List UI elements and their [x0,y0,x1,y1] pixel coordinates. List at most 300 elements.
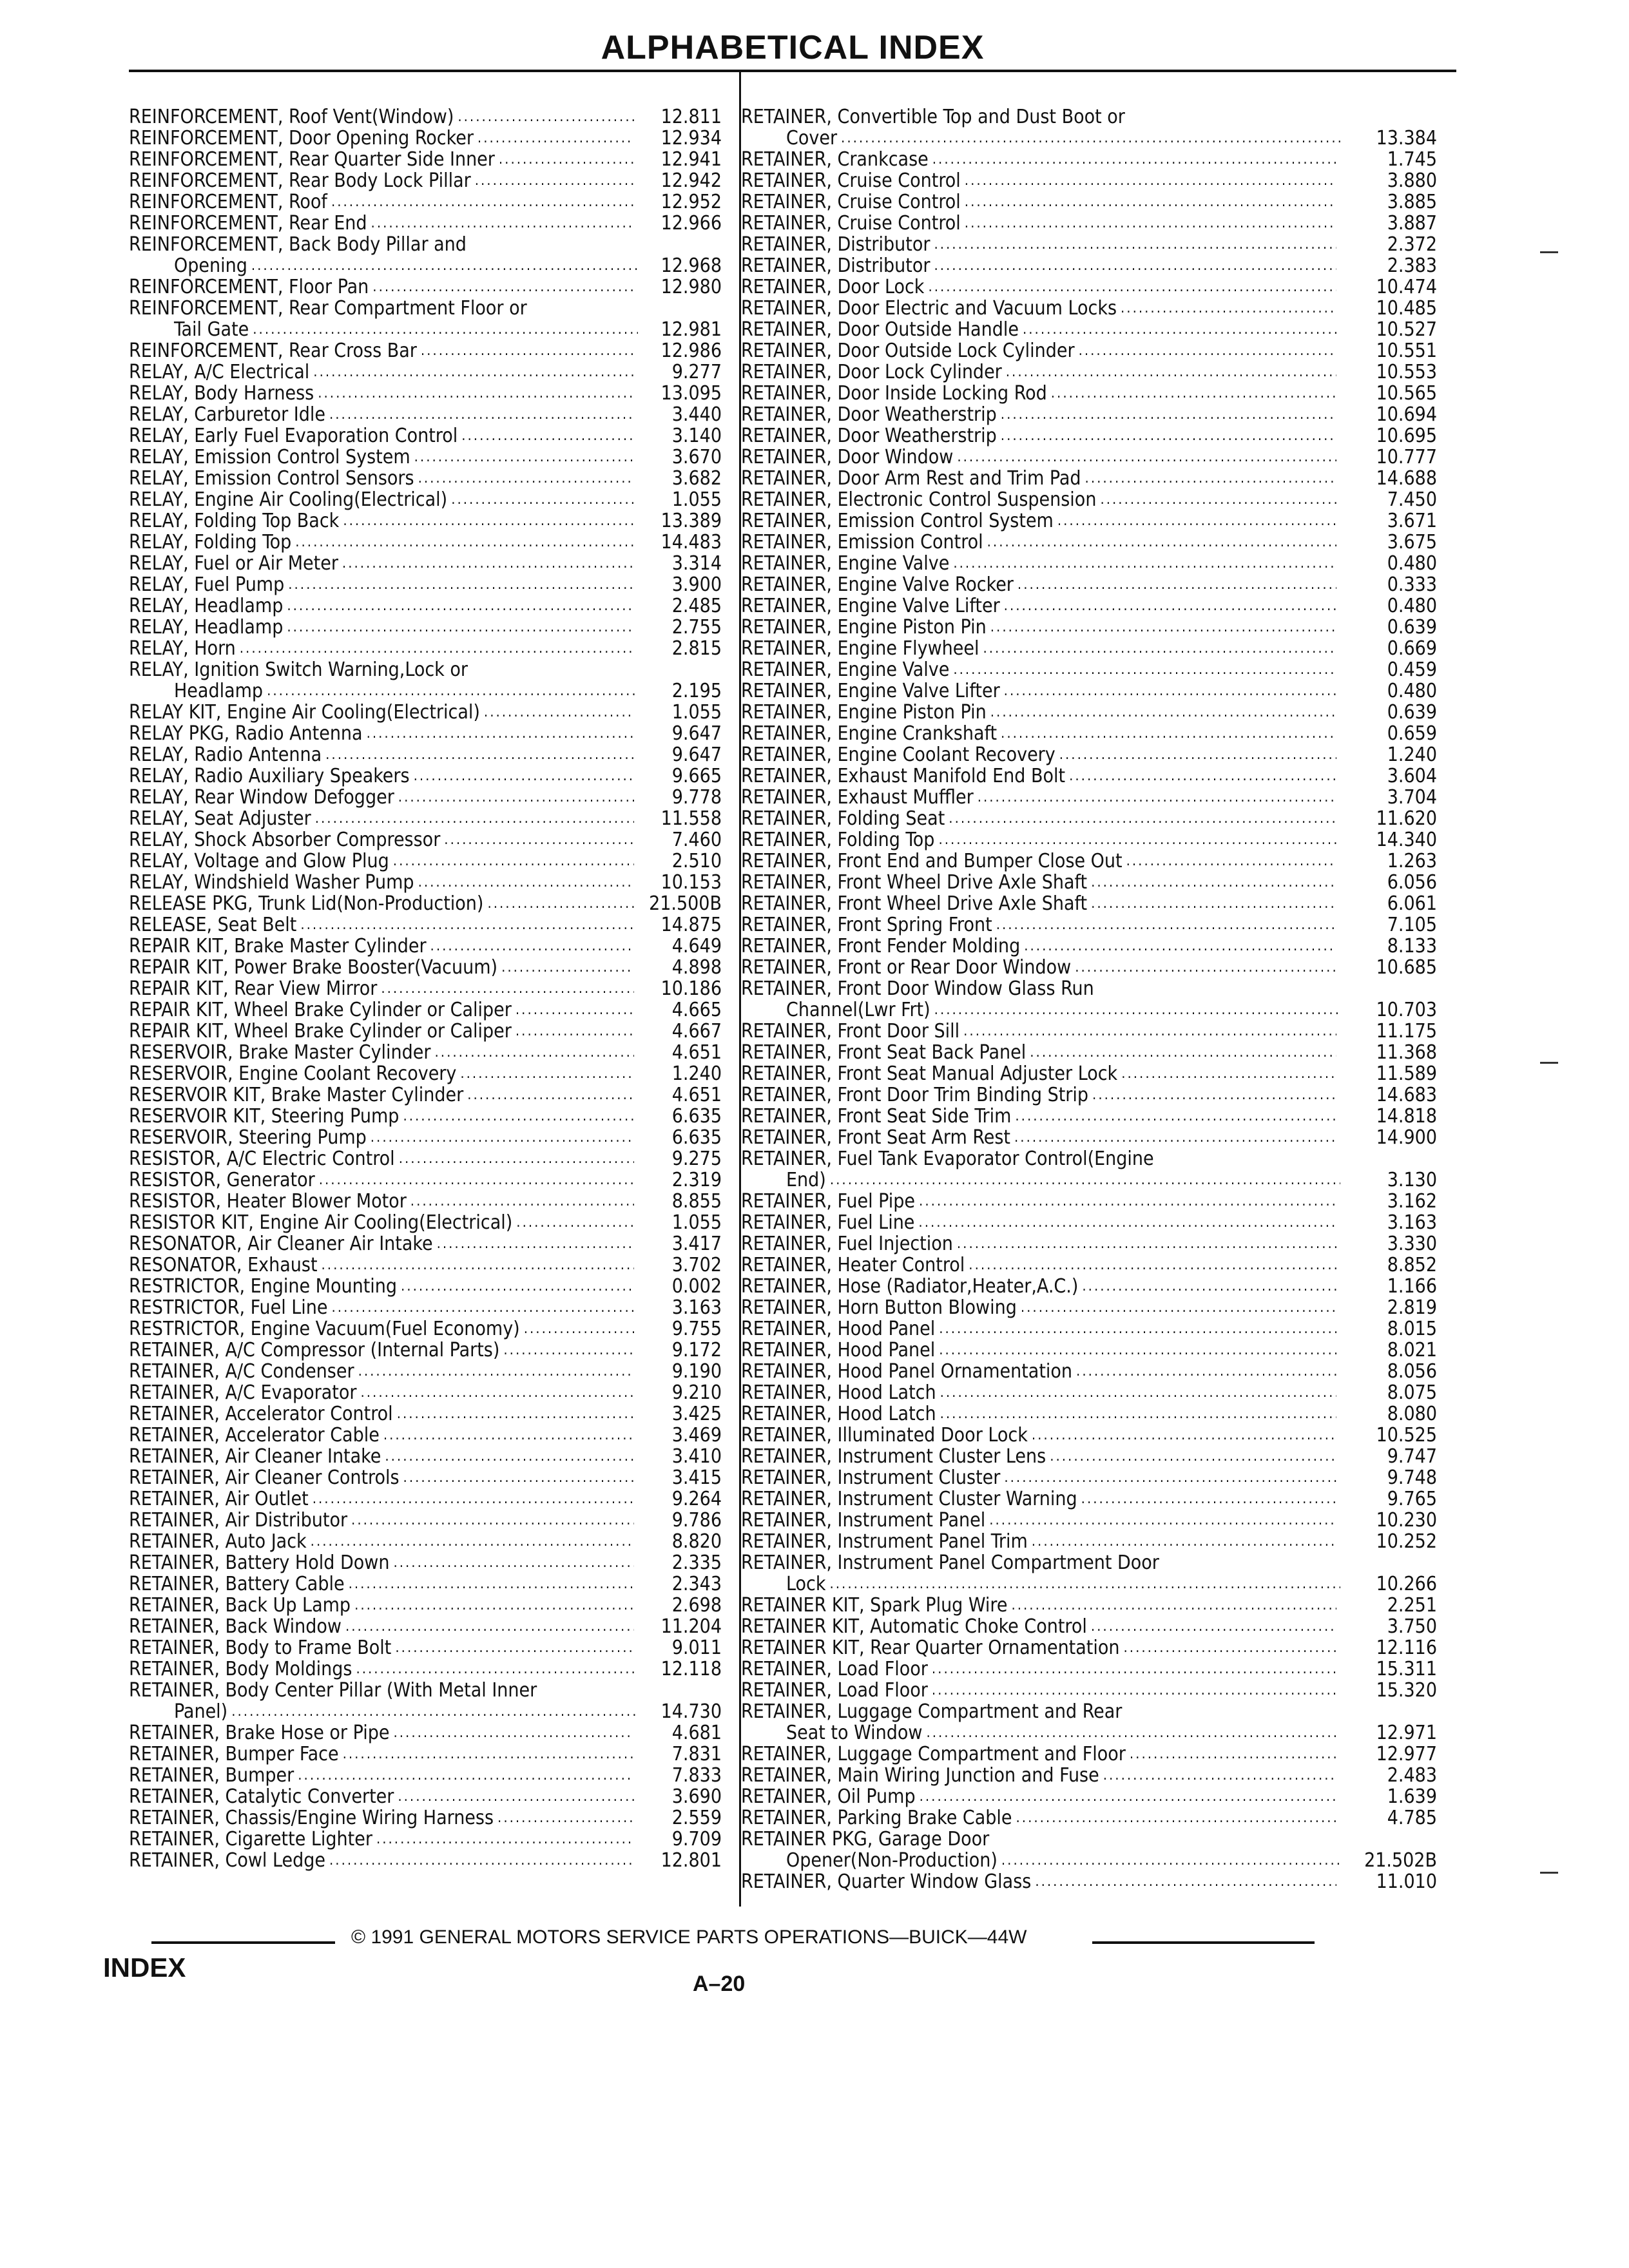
entry-description [741,170,1340,191]
dot-leader [410,1191,634,1212]
dot-leader [1001,404,1336,425]
entry-description [129,1361,638,1382]
index-entry [741,1552,1447,1595]
entry-name: RETAINER, A/C Evaporator [129,1382,357,1403]
index-entry [129,1361,728,1382]
dot-leader [435,1042,634,1063]
entry-name: RETAINER, Hood Latch [741,1382,936,1403]
dot-leader [397,1403,634,1425]
entry-name: RETAINER, Accelerator Cable [129,1425,380,1446]
dot-leader [444,829,634,850]
entry-name: RETAINER, Engine Valve [741,659,950,680]
entry-name: REINFORCEMENT, Roof [129,191,327,213]
entry-page-ref: 1.240 [1387,744,1437,766]
entry-name: RETAINER, Hood Panel Ornamentation [741,1361,1073,1382]
dot-leader [1030,1042,1336,1063]
index-entry [741,1467,1447,1488]
index-entry [129,1297,728,1318]
entry-description [129,595,638,617]
entry-description [741,1658,1340,1680]
entry-page-ref: 3.469 [671,1424,722,1446]
dot-leader [1001,1850,1340,1871]
entry-page-ref: 1.055 [671,1211,722,1234]
entry-name: RESERVOIR KIT, Brake Master Cylinder [129,1084,464,1106]
entry-name: RETAINER, Door Lock [741,276,925,298]
dot-leader [332,1297,634,1318]
index-entry [129,1467,728,1488]
entry-description [129,1382,638,1403]
entry-description [129,1807,638,1829]
dot-leader [1059,744,1336,765]
index-entry [129,978,728,999]
index-entry [741,340,1447,361]
entry-page-ref: 9.647 [671,744,722,766]
entry-page-ref: 4.785 [1387,1807,1437,1829]
index-entry [129,361,728,383]
entry-page-ref: 10.685 [1376,956,1437,979]
entry-name: REPAIR KIT, Brake Master Cylinder [129,936,427,957]
entry-description [129,1233,638,1254]
entry-name: RETAINER, Load Floor [741,1680,928,1701]
dot-leader [371,213,634,234]
entry-page-ref: 4.649 [671,935,722,957]
dot-leader [1076,1361,1336,1382]
entry-name-continuation: Seat to Window [786,1722,923,1744]
entry-name: RETAINER, Front Wheel Drive Axle Shaft [741,893,1088,914]
entry-page-ref: 0.480 [1387,595,1437,617]
entry-name: RETAINER, Instrument Panel Compartment Door [741,1552,1159,1574]
entry-page-ref: 8.852 [1387,1254,1437,1276]
entry-page-ref: 8.133 [1387,935,1437,957]
entry-page-ref: 0.669 [1387,637,1437,660]
entry-description [741,1510,1340,1531]
entry-name: RESISTOR, A/C Electric Control [129,1148,395,1169]
entry-page-ref: 3.880 [1387,169,1437,192]
page-number: A–20 [693,1972,746,1996]
entry-description [741,1042,1340,1063]
entry-name: RESTRICTOR, Engine Vacuum(Fuel Economy) [129,1318,520,1340]
dot-leader [383,1425,634,1446]
dot-leader [928,276,1336,298]
index-entry [129,340,728,361]
entry-page-ref: 3.417 [671,1233,722,1255]
entry-name: RELAY, Shock Absorber Compressor [129,829,441,850]
entry-name: RETAINER, Instrument Panel [741,1510,986,1531]
index-entry [129,298,728,340]
index-entry [129,1063,728,1084]
entry-name: RETAINER KIT, Rear Quarter Ornamentation [741,1637,1120,1658]
entry-name: RELAY, Carburetor Idle [129,404,325,425]
entry-page-ref: 2.383 [1387,255,1437,277]
entry-name-continuation: Opener(Non-Production) [786,1849,998,1871]
entry-name: RELAY, Fuel Pump [129,574,285,595]
entry-name: RETAINER, Horn Button Blowing [741,1297,1017,1318]
entry-name-continuation: Headlamp [174,680,264,702]
entry-description [741,808,1340,829]
index-entry [129,234,728,276]
dot-leader [1004,1467,1336,1488]
entry-page-ref: 13.389 [660,510,722,532]
entry-name: RETAINER, Door Arm Rest and Trim Pad [741,468,1081,489]
entry-page-ref: 7.831 [671,1743,722,1765]
index-entry [129,1148,728,1169]
entry-page-ref: 2.372 [1387,233,1437,256]
dot-leader [1082,1276,1336,1297]
index-entry [741,1829,1447,1871]
entry-page-ref: 9.778 [671,786,722,809]
index-entry [741,659,1447,680]
dot-leader [467,1084,634,1106]
dot-leader [516,1021,634,1042]
index-entry [129,617,728,638]
entry-page-ref: 10.186 [660,977,722,1000]
entry-page-ref: 3.690 [671,1785,722,1808]
entry-description [741,1829,1340,1871]
entry-name: RETAINER, Heater Control [741,1254,965,1276]
entry-name: RELAY, Emission Control System [129,447,410,468]
index-entry [129,1765,728,1786]
dot-leader [460,1063,634,1084]
entry-description [741,787,1340,808]
entry-page-ref: 4.665 [671,999,722,1021]
index-entry [129,957,728,978]
entry-page-ref: 15.320 [1376,1679,1437,1702]
entry-page-ref: 1.240 [671,1062,722,1085]
entry-page-ref: 7.833 [671,1764,722,1787]
index-entry [129,1169,728,1191]
entry-description [741,1382,1340,1403]
entry-page-ref: 12.116 [1376,1637,1437,1659]
index-entry [741,1446,1447,1467]
dot-leader [475,170,634,191]
dot-leader [919,1191,1336,1212]
entry-page-ref: 9.786 [671,1509,722,1532]
entry-name: RELAY, Radio Auxiliary Speakers [129,765,410,787]
entry-page-ref: 2.559 [671,1807,722,1829]
entry-description [129,659,638,702]
entry-description [129,1722,638,1744]
entry-page-ref: 0.333 [1387,573,1437,596]
index-entry [129,1744,728,1765]
dot-leader [319,1169,634,1191]
entry-page-ref: 9.172 [671,1339,722,1361]
entry-description [129,1829,638,1850]
index-entry [129,1042,728,1063]
entry-name: RELEASE PKG, Trunk Lid(Non-Production) [129,893,484,914]
entry-description [741,1488,1340,1510]
entry-description [129,276,638,298]
index-entry [741,1382,1447,1403]
dot-leader [939,1318,1336,1340]
left-column [129,106,728,1871]
entry-description [741,1744,1340,1765]
index-entry [129,1573,728,1595]
entry-description [741,1403,1340,1425]
entry-name: RESERVOIR, Engine Coolant Recovery [129,1063,457,1084]
index-entry [741,468,1447,489]
index-entry [741,404,1447,425]
entry-name: RETAINER, Front Seat Arm Rest [741,1127,1010,1148]
index-entry [129,1488,728,1510]
entry-description [741,1595,1340,1616]
entry-page-ref: 3.604 [1387,765,1437,787]
entry-page-ref: 11.204 [660,1615,722,1638]
index-entry [741,1595,1447,1616]
entry-description [129,383,638,404]
index-entry [741,191,1447,213]
dot-leader [978,787,1336,808]
entry-description [129,1254,638,1276]
entry-name: RETAINER, Cruise Control [741,170,961,191]
dot-leader [939,1340,1336,1361]
index-entry [741,1403,1447,1425]
entry-description [129,808,638,829]
entry-description [129,361,638,383]
entry-name: RESONATOR, Air Cleaner Air Intake [129,1233,433,1254]
dot-leader [295,532,634,553]
index-entry [129,1446,728,1467]
dot-leader [1015,1106,1336,1127]
entry-page-ref: 0.639 [1387,701,1437,724]
index-entry [129,1191,728,1212]
dot-leader [1021,1297,1336,1318]
entry-page-ref: 9.210 [671,1381,722,1404]
entry-page-ref: 8.021 [1387,1339,1437,1361]
dot-leader [1081,1488,1336,1510]
dot-leader [501,957,634,978]
index-entry [129,1595,728,1616]
entry-page-ref: 9.747 [1387,1445,1437,1468]
entry-description [129,893,638,914]
entry-name: RETAINER, Instrument Cluster Lens [741,1446,1046,1467]
entry-name: RETAINER, Luggage Compartment and Floor [741,1744,1126,1765]
index-entry [129,765,728,787]
dot-leader [393,1722,634,1744]
index-entry [129,1552,728,1573]
dot-leader [458,106,634,128]
margin-tick [1540,251,1558,253]
dot-leader [231,1701,638,1722]
entry-page-ref: 12.971 [1376,1722,1437,1744]
entry-name: RETAINER, Emission Control [741,532,983,553]
entry-page-ref: 9.264 [671,1488,722,1510]
entry-description [129,574,638,595]
index-entry [129,574,728,595]
entry-page-ref: 8.855 [671,1190,722,1213]
entry-page-ref: 3.704 [1387,786,1437,809]
entry-page-ref: 2.815 [671,637,722,660]
entry-name: RESONATOR, Exhaust [129,1254,318,1276]
entry-name: RETAINER, Distributor [741,255,930,276]
entry-name: RETAINER, Fuel Line [741,1212,915,1233]
entry-description [741,1552,1340,1595]
entry-page-ref: 10.703 [1376,999,1437,1021]
entry-description [741,617,1340,638]
entry-name: RETAINER, Fuel Injection [741,1233,953,1254]
entry-description [129,1595,638,1616]
entry-name: RETAINER, Door Lock Cylinder [741,361,1002,383]
dot-leader [343,1744,634,1765]
dot-leader [421,340,634,361]
entry-page-ref: 2.195 [671,680,722,702]
entry-name: RETAINER, Instrument Cluster [741,1467,1001,1488]
entry-description [741,872,1340,893]
entry-name: RETAINER, Luggage Compartment and Rear [741,1701,1123,1723]
dot-leader [829,1573,1340,1595]
entry-page-ref: 13.384 [1376,127,1437,149]
index-entry [741,447,1447,468]
dot-leader [331,191,634,213]
entry-description [741,1233,1340,1254]
index-entry [129,1403,728,1425]
dot-leader [414,765,634,787]
dot-leader [920,1786,1336,1807]
entry-page-ref: 10.485 [1376,297,1437,320]
entry-name: RETAINER, Door Outside Lock Cylinder [741,340,1075,361]
entry-name: REINFORCEMENT, Rear End [129,213,367,234]
section-label: INDEX [103,1952,186,1983]
index-entry [741,1425,1447,1446]
entry-description [129,1127,638,1148]
entry-page-ref: 12.801 [660,1849,722,1872]
index-entry [741,617,1447,638]
dot-leader [499,149,634,170]
entry-description [129,744,638,765]
dot-leader [957,447,1336,468]
entry-description [741,893,1340,914]
entry-page-ref: 12.811 [660,106,722,128]
index-entry [741,1297,1447,1318]
entry-description [741,319,1340,340]
entry-page-ref: 7.450 [1387,488,1437,511]
entry-name: RETAINER, Main Wiring Junction and Fuse [741,1765,1099,1786]
dot-leader [1085,468,1336,489]
index-entry [129,1425,728,1446]
entry-page-ref: 7.105 [1387,914,1437,936]
index-entry [129,1829,728,1850]
entry-name: RELAY, Body Harness [129,383,314,404]
entry-description [741,191,1340,213]
entry-name: RESISTOR KIT, Engine Air Cooling(Electrical) [129,1212,513,1233]
entry-name: RETAINER, Engine Flywheel [741,638,979,659]
dot-leader [381,978,634,999]
entry-page-ref: 12.968 [660,255,722,277]
entry-name: RETAINER, Hood Panel [741,1318,936,1340]
entry-name: RETAINER, Front Wheel Drive Axle Shaft [741,872,1088,893]
entry-description [741,1318,1340,1340]
index-entry [129,276,728,298]
entry-name: RETAINER, Exhaust Muffler [741,787,974,808]
entry-page-ref: 3.671 [1387,510,1437,532]
entry-page-ref: 12.981 [660,318,722,341]
dot-leader [996,914,1336,936]
entry-description [741,1637,1340,1658]
margin-tick [1540,1872,1558,1874]
entry-name: RETAINER, Cigarette Lighter [129,1829,372,1850]
index-entry [741,553,1447,574]
entry-name: RELAY, Folding Top Back [129,510,340,532]
entry-name: RETAINER, Load Floor [741,1658,928,1680]
index-entry [129,1616,728,1637]
entry-page-ref: 4.667 [671,1020,722,1043]
index-entry [741,872,1447,893]
entry-name: RETAINER, Door Electric and Vacuum Locks [741,298,1117,319]
entry-page-ref: 3.682 [671,467,722,490]
entry-description [741,1467,1340,1488]
entry-name: RETAINER, Front or Rear Door Window [741,957,1072,978]
entry-name: RETAINER, Hood Panel [741,1340,936,1361]
entry-description [129,1658,638,1680]
entry-name: RETAINER, Front Door Window Glass Run [741,978,1094,1000]
entry-name: RETAINER, Engine Coolant Recovery [741,744,1055,765]
entry-name-continuation: Opening [174,255,247,276]
margin-tick [1540,1062,1558,1064]
dot-leader [437,1233,634,1254]
entry-name-continuation: Channel(Lwr Frt) [786,999,930,1021]
dot-leader [342,553,634,574]
entry-description [129,1042,638,1063]
index-entry [129,383,728,404]
entry-page-ref: 14.818 [1376,1105,1437,1128]
index-entry [741,425,1447,447]
dot-leader [934,255,1336,276]
entry-name: RETAINER, Door Window [741,447,954,468]
entry-description [129,1276,638,1297]
entry-page-ref: 14.900 [1376,1126,1437,1149]
entry-page-ref: 10.153 [660,871,722,894]
index-entry [741,680,1447,702]
dot-leader [477,128,634,149]
index-entry [741,638,1447,659]
entry-description [741,957,1340,978]
index-entry [129,638,728,659]
dot-leader [1001,425,1336,447]
dot-leader [983,638,1336,659]
entry-name: RETAINER, Instrument Cluster Warning [741,1488,1077,1510]
entry-description [129,1106,638,1127]
entry-name: RETAINER, Folding Seat [741,808,945,829]
dot-leader [311,1531,634,1552]
entry-description [129,1616,638,1637]
dot-leader [451,489,634,510]
entry-name: RETAINER KIT, Spark Plug Wire [741,1595,1008,1616]
entry-name: RESERVOIR, Brake Master Cylinder [129,1042,431,1063]
entry-name: RETAINER, Battery Hold Down [129,1552,390,1573]
index-entry [741,1191,1447,1212]
index-entry [129,1084,728,1106]
dot-leader [398,1786,634,1807]
entry-name: RETAINER, Convertible Top and Dust Boot or [741,106,1125,128]
dot-leader [1100,489,1336,510]
dot-leader [990,617,1336,638]
dot-leader [360,1382,634,1403]
entry-description [741,340,1340,361]
entry-page-ref: 9.748 [1387,1466,1437,1489]
dot-leader [403,1467,634,1488]
entry-page-ref: 10.474 [1376,276,1437,298]
entry-page-ref: 3.163 [1387,1211,1437,1234]
dot-leader [313,361,634,383]
entry-page-ref: 1.745 [1387,148,1437,171]
index-entry [129,1531,728,1552]
entry-page-ref: 3.410 [671,1445,722,1468]
entry-description [129,1403,638,1425]
dot-leader [372,276,634,298]
entry-description [741,1063,1340,1084]
entry-description [129,191,638,213]
entry-page-ref: 1.263 [1387,850,1437,872]
entry-name: REPAIR KIT, Rear View Mirror [129,978,378,999]
